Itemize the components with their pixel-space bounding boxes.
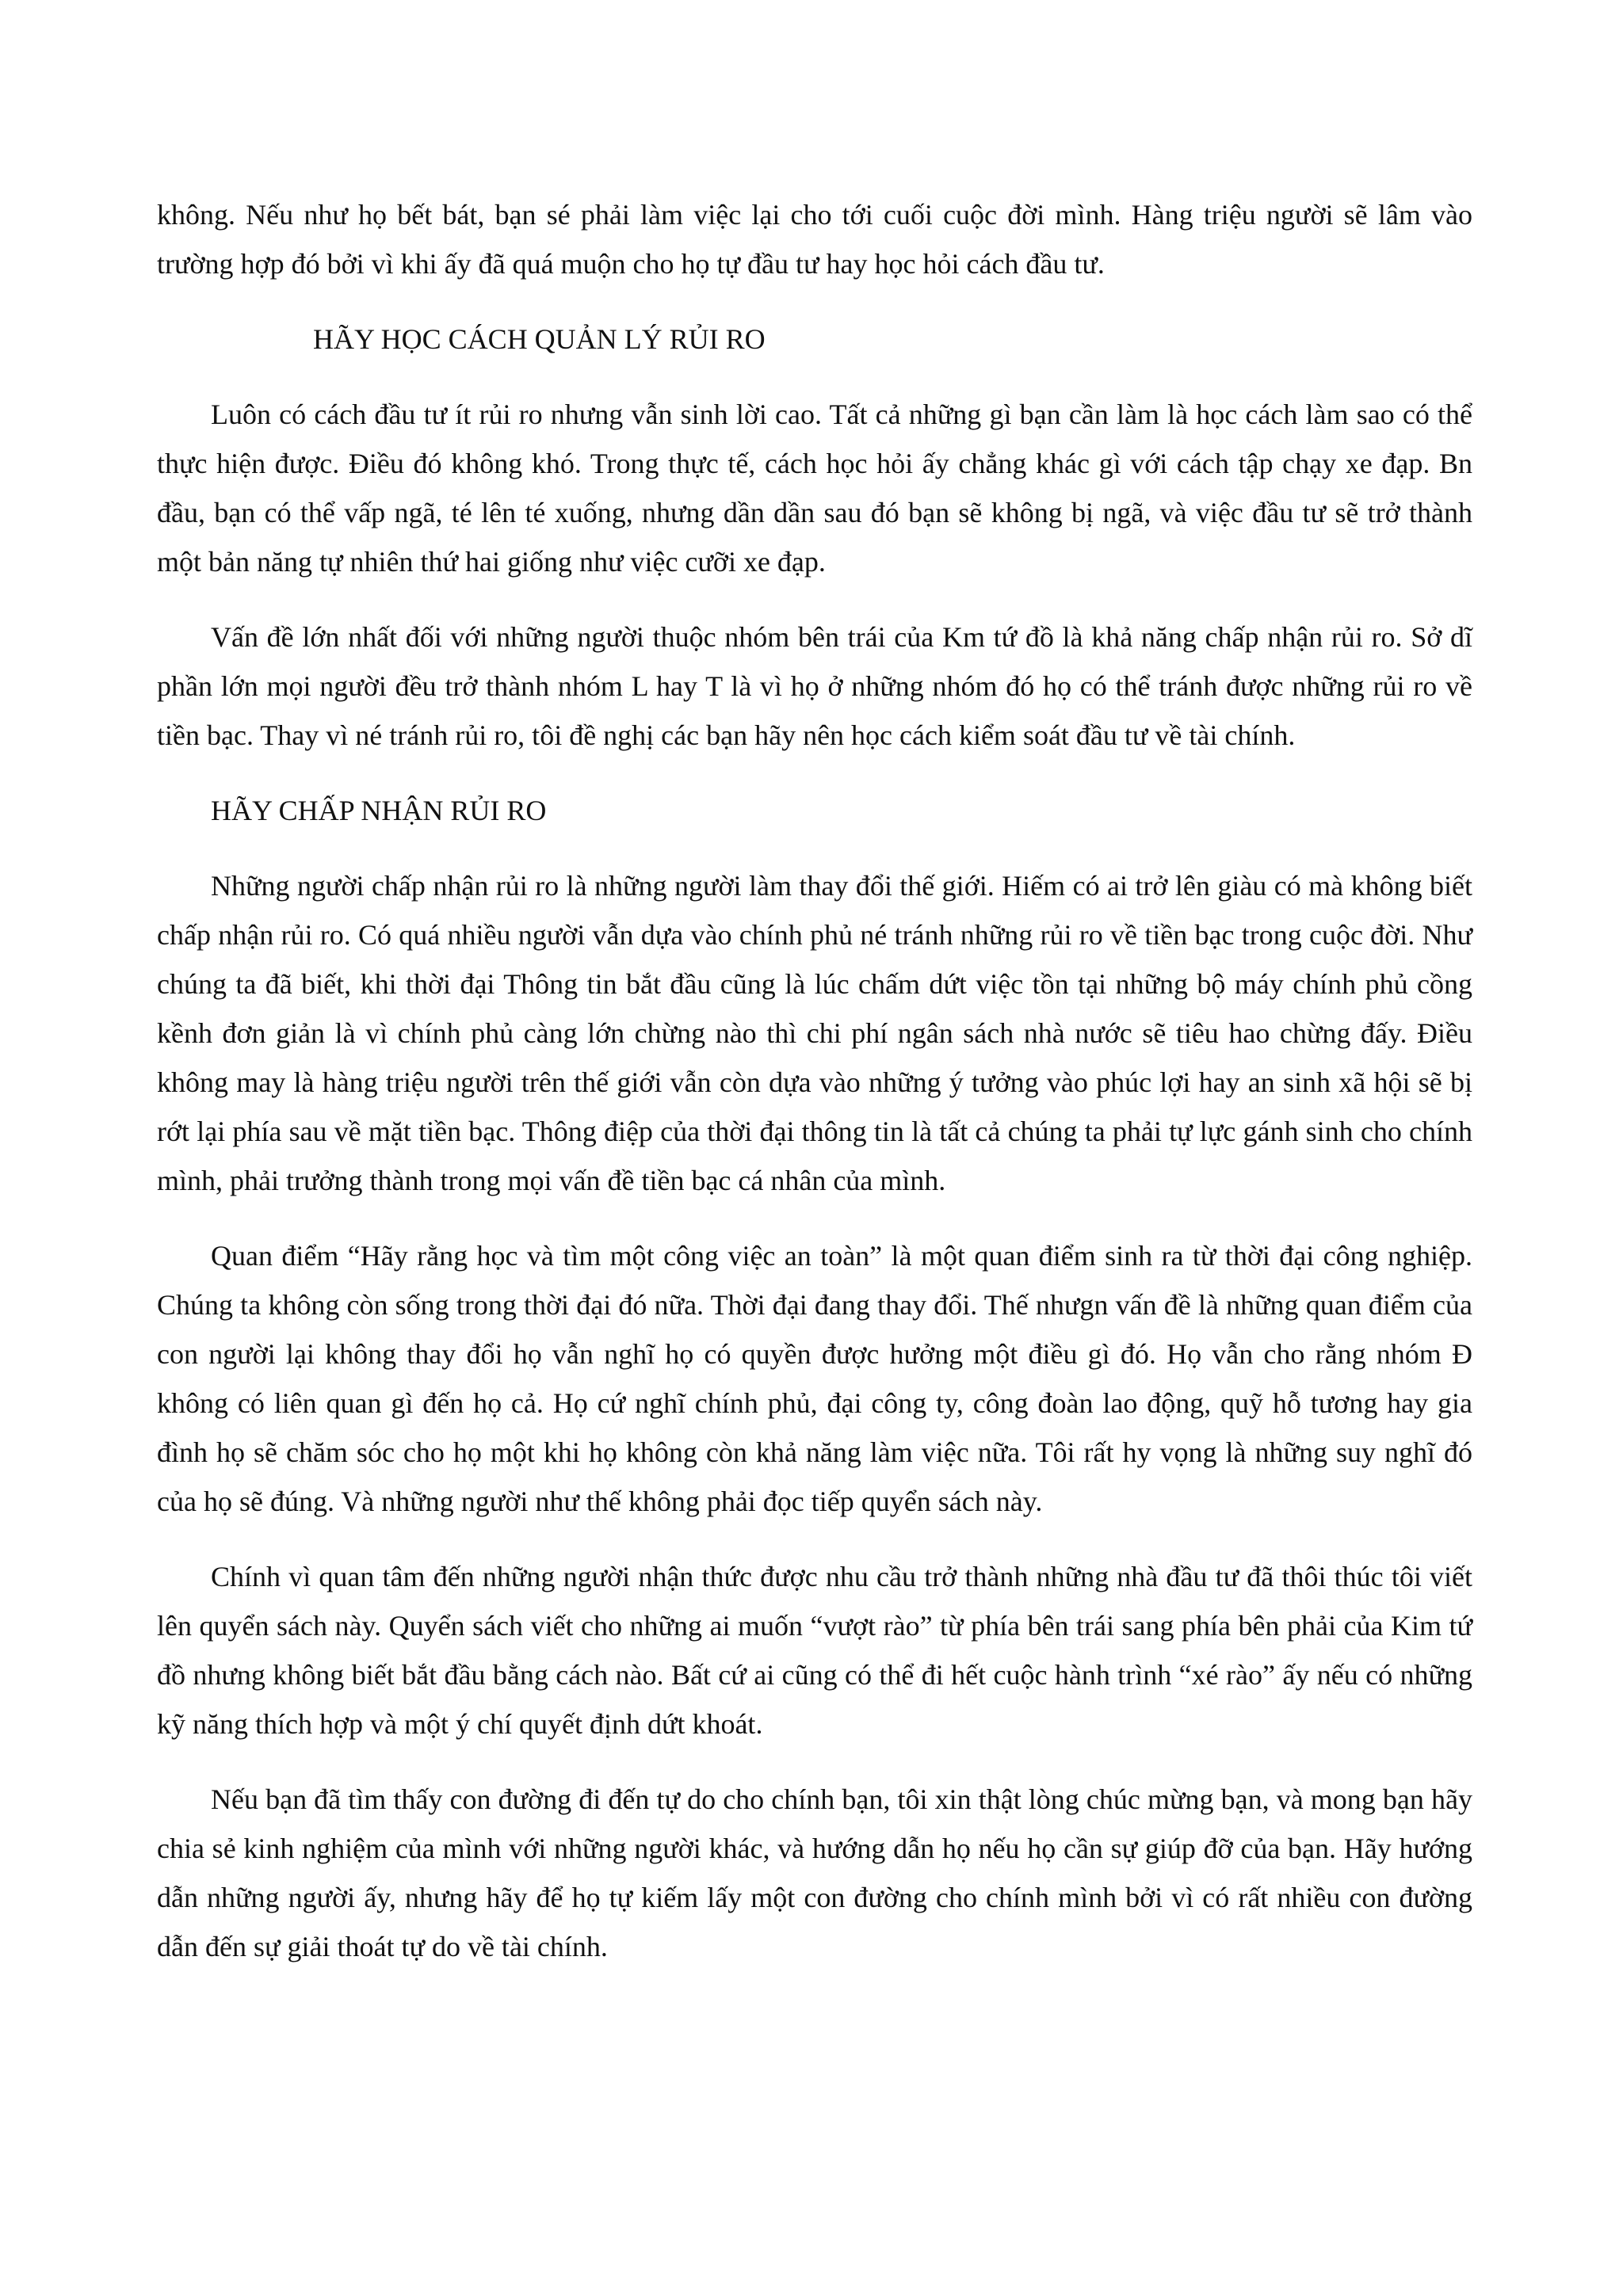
paragraph: Vấn đề lớn nhất đối với những người thuộc nhóm bên trái của Km tứ đồ là khả năng chấp nhận rủi ro. Sở dĩ phần lớn mọi người đều trở thành nhóm L hay T là vì họ ở những nhóm đó họ có thể tránh được những rủi ro về tiền bạc. Thay vì né tránh rủi ro, tôi đề nghị các bạn hãy nên học cách kiểm soát đầu tư về tài chính.	[157, 621, 1472, 751]
section-heading-accept-risk: HÃY CHẤP NHẬN RỦI RO	[211, 795, 547, 826]
paragraph: Chính vì quan tâm đến những người nhận thức được nhu cầu trở thành những nhà đầu tư đã thôi thúc tôi viết lên quyển sách này. Quyển sách viết cho những ai muốn “vượt rào” từ phía bên trái sang phía bên phải của Kim tứ đồ nhưng không biết bắt đầu bằng cách nào. Bất cứ ai cũng có thể đi hết cuộc hành trình “xé rào” ấy nếu có những kỹ năng thích hợp và một ý chí quyết định dứt khoát.	[157, 1561, 1472, 1740]
paragraph: Quan điểm “Hãy rằng học và tìm một công việc an toàn” là một quan điểm sinh ra từ thời đại công nghiệp. Chúng ta không còn sống trong thời đại đó nữa. Thời đại đang thay đổi. Thế nhưgn vấn đề là những quan điểm của con người lại không thay đổi họ vẫn nghĩ họ có quyền được hưởng một điều gì đó. Họ vẫn cho rằng nhóm Đ không có liên quan gì đến họ cả. Họ cứ nghĩ chính phủ, đại công ty, công đoàn lao động, quỹ hỗ tương hay gia đình họ sẽ chăm sóc cho họ một khi họ không còn khả năng làm việc nữa. Tôi rất hy vọng là những suy nghĩ đó của họ sẽ đúng. Và những người như thế không phải đọc tiếp quyển sách này.	[157, 1240, 1472, 1517]
paragraph: Những người chấp nhận rủi ro là những người làm thay đổi thế giới. Hiếm có ai trở lên giàu có mà không biết chấp nhận rủi ro. Có quá nhiều người vẫn dựa vào chính phủ né tránh những rủi ro về tiền bạc trong cuộc đời. Như chúng ta đã biết, khi thời đại Thông tin bắt đầu cũng là lúc chấm dứt việc tồn tại những bộ máy chính phủ cồng kềnh đơn giản là vì chính phủ càng lớn chừng nào thì chi phí ngân sách nhà nước sẽ tiêu hao chừng đấy. Điều không may là hàng triệu người trên thế giới vẫn còn dựa vào những ý tưởng vào phúc lợi hay an sinh xã hội sẽ bị rớt lại phía sau về mặt tiền bạc. Thông điệp của thời đại thông tin là tất cả chúng ta phải tự lực gánh sinh cho chính mình, phải trưởng thành trong mọi vấn đề tiền bạc cá nhân của mình.	[157, 870, 1472, 1196]
paragraph: Luôn có cách đầu tư ít rủi ro nhưng vẫn sinh lời cao. Tất cả những gì bạn cần làm là học cách làm sao có thể thực hiện được. Điều đó không khó. Trong thực tế, cách học hỏi ấy chẳng khác gì với cách tập chạy xe đạp. Bn đầu, bạn có thể vấp ngã, té lên té xuống, nhưng dần dần sau đó bạn sẽ không bị ngã, và việc đầu tư sẽ trở thành một bản năng tự nhiên thứ hai giống như việc cưỡi xe đạp.	[157, 399, 1472, 578]
section-heading-risk-management: HÃY HỌC CÁCH QUẢN LÝ RỦI RO	[313, 323, 766, 355]
paragraph: Nếu bạn đã tìm thấy con đường đi đến tự do cho chính bạn, tôi xin thật lòng chúc mừng bạn, và mong bạn hãy chia sẻ kinh nghiệm của mình với những người khác, và hướng dẫn họ nếu họ cần sự giúp đỡ của bạn. Hãy hướng dẫn những người ấy, nhưng hãy để họ tự kiếm lấy một con đường cho chính mình bởi vì có rất nhiều con đường dẫn đến sự giải thoát tự do về tài chính.	[157, 1783, 1472, 1962]
paragraph-continuation: không. Nếu như họ bết bát, bạn sé phải làm việc lại cho tới cuối cuộc đời mình. Hàng triệu người sẽ lâm vào trường hợp đó bởi vì khi ấy đã quá muộn cho họ tự đầu tư hay học hỏi cách đầu tư.	[157, 199, 1472, 280]
